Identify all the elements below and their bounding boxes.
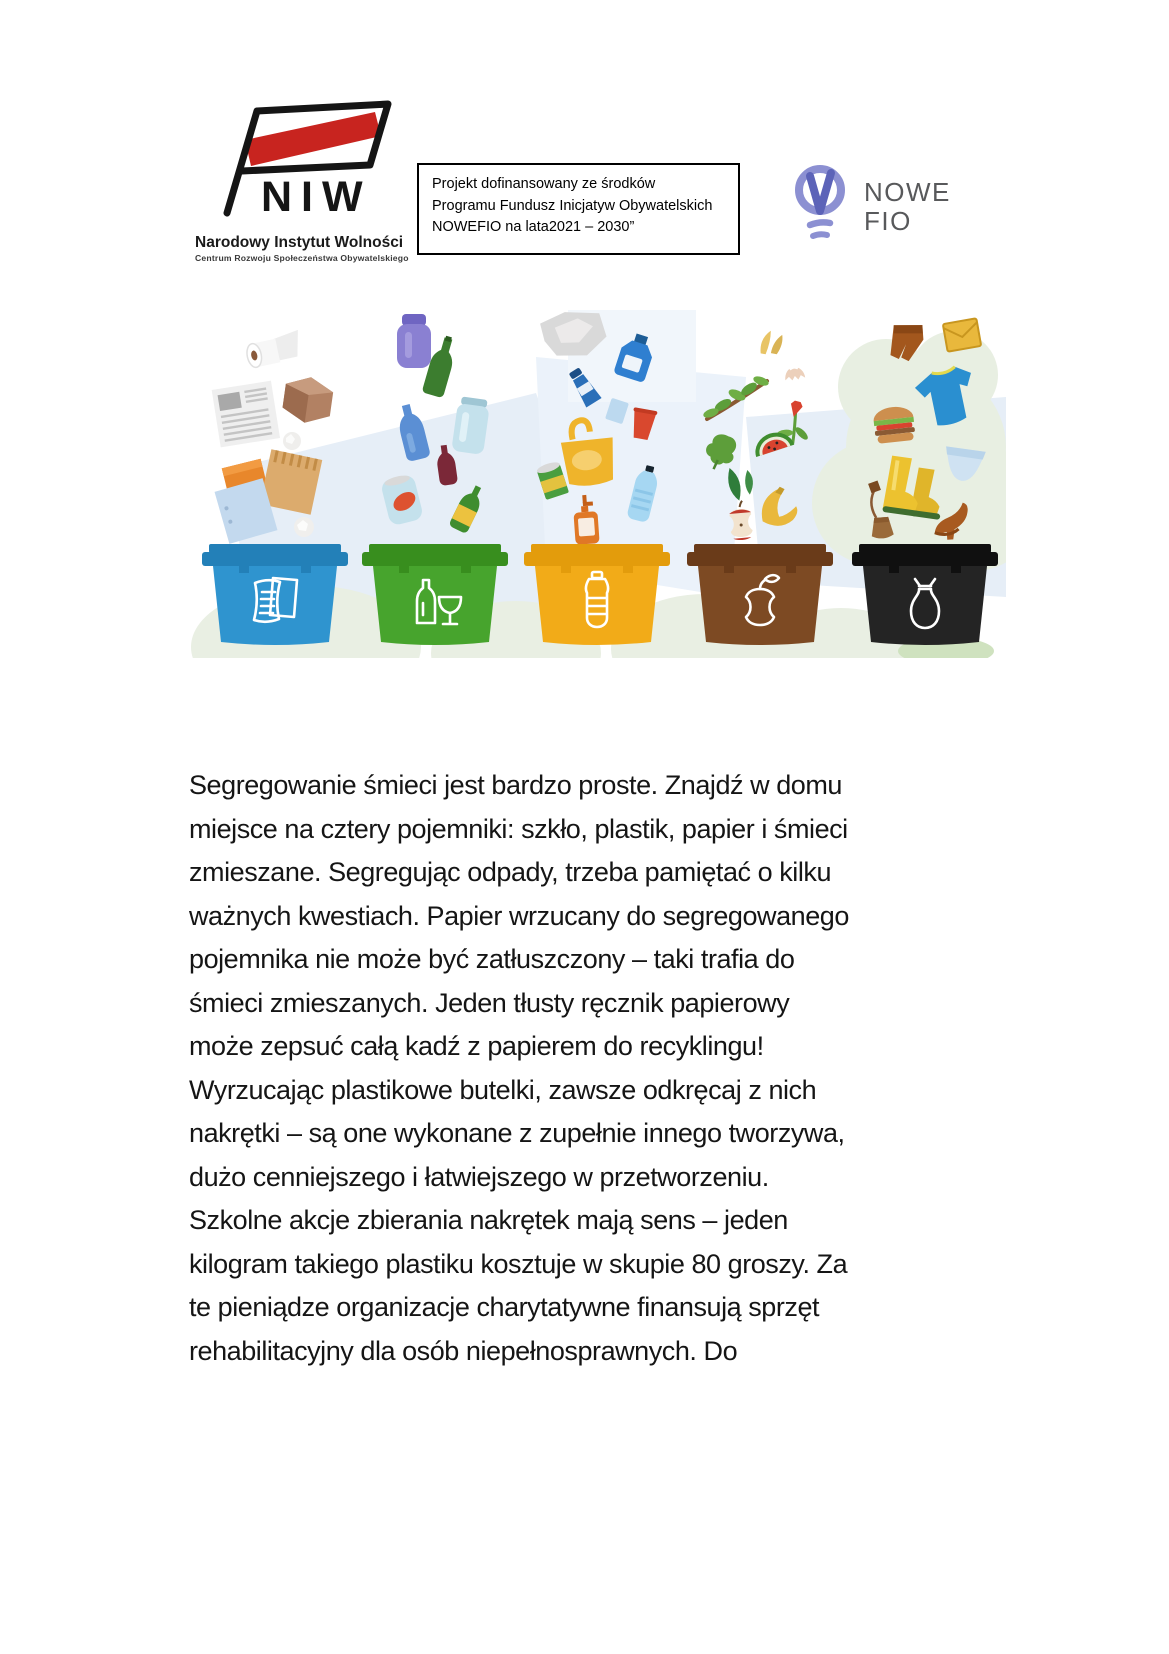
- article-line: te pieniądze organizacje charytatywne finansują sprzęt: [189, 1292, 820, 1322]
- newspaper-item: [212, 381, 280, 448]
- bin-paper: [202, 544, 348, 645]
- article-line: Wyrzucając plastikowe butelki, zawsze odkręcaj z nich: [189, 1074, 817, 1105]
- funding-line-3: NOWEFIO na lata2021 – 2030”: [432, 219, 635, 236]
- nowefio-line-1: NOWE: [864, 177, 951, 207]
- article-line: rehabilitacyjny dla osób niepełnosprawnych. Do: [189, 1335, 738, 1366]
- article-line: miejsce na cztery pojemniki: szkło, plastik, papier i śmieci: [189, 813, 848, 844]
- article-line: zmieszane. Segregując odpady, trzeba pamiętać o kilku: [189, 857, 832, 887]
- bins-row: [202, 544, 998, 645]
- article-line: Segregowanie śmieci jest bardzo proste. Znajdź w domu: [189, 770, 842, 800]
- recycling-illustration: [186, 295, 1006, 658]
- crumpled-paper-item-2: [294, 517, 314, 537]
- article-line: kilogram takiego plastiku kosztuje w skupie 80 groszy. Za: [189, 1248, 848, 1279]
- article-line: pojemnika nie może być zatłuszczony – taki trafia do: [189, 944, 795, 974]
- bin-plastic: [524, 544, 670, 645]
- article-text: [189, 764, 979, 1373]
- article-line: dużo cenniejszego i łatwiejszego w przetworzeniu.: [189, 1161, 769, 1192]
- article-line: może zepsuć całą kadź z papierem do recyklingu!: [189, 1031, 764, 1061]
- bin-bio: [687, 544, 833, 645]
- bin-glass: [362, 544, 508, 645]
- nowefio-wordmark: [864, 178, 951, 248]
- bin-mixed: [852, 544, 998, 645]
- article-line: ważnych kwestiach. Papier wrzucany do segregowanego: [189, 900, 849, 931]
- crumpled-paper-item: [283, 432, 301, 450]
- article-line: nakrętki – są one wykonane z zupełnie innego tworzywa,: [189, 1118, 845, 1148]
- funding-line-1: Projekt dofinansowany ze środków: [432, 176, 656, 192]
- lightbulb-icon: [789, 162, 851, 248]
- niw-flag-icon: [195, 95, 410, 217]
- article-line: śmieci zmieszanych. Jeden tłusty ręcznik papierowy: [189, 987, 790, 1018]
- funding-box: [417, 163, 740, 255]
- niw-logo: [195, 95, 435, 263]
- article-line: Szkolne akcje zbierania nakrętek mają sens – jeden: [189, 1205, 788, 1235]
- niw-acronym: NIW: [261, 173, 372, 217]
- funding-line-2: Programu Fundusz Inicjatyw Obywatelskich: [432, 197, 713, 214]
- purple-jar-item: [397, 314, 431, 368]
- yellow-envelope-item: [943, 318, 981, 351]
- niw-subtitle: Centrum Rozwoju Społeczeństwa Obywatelskiego: [195, 253, 409, 263]
- niw-title: Narodowy Instytut Wolności: [195, 234, 404, 251]
- nowefio-line-2: FIO: [864, 206, 912, 236]
- nowefio-logo: [789, 162, 951, 248]
